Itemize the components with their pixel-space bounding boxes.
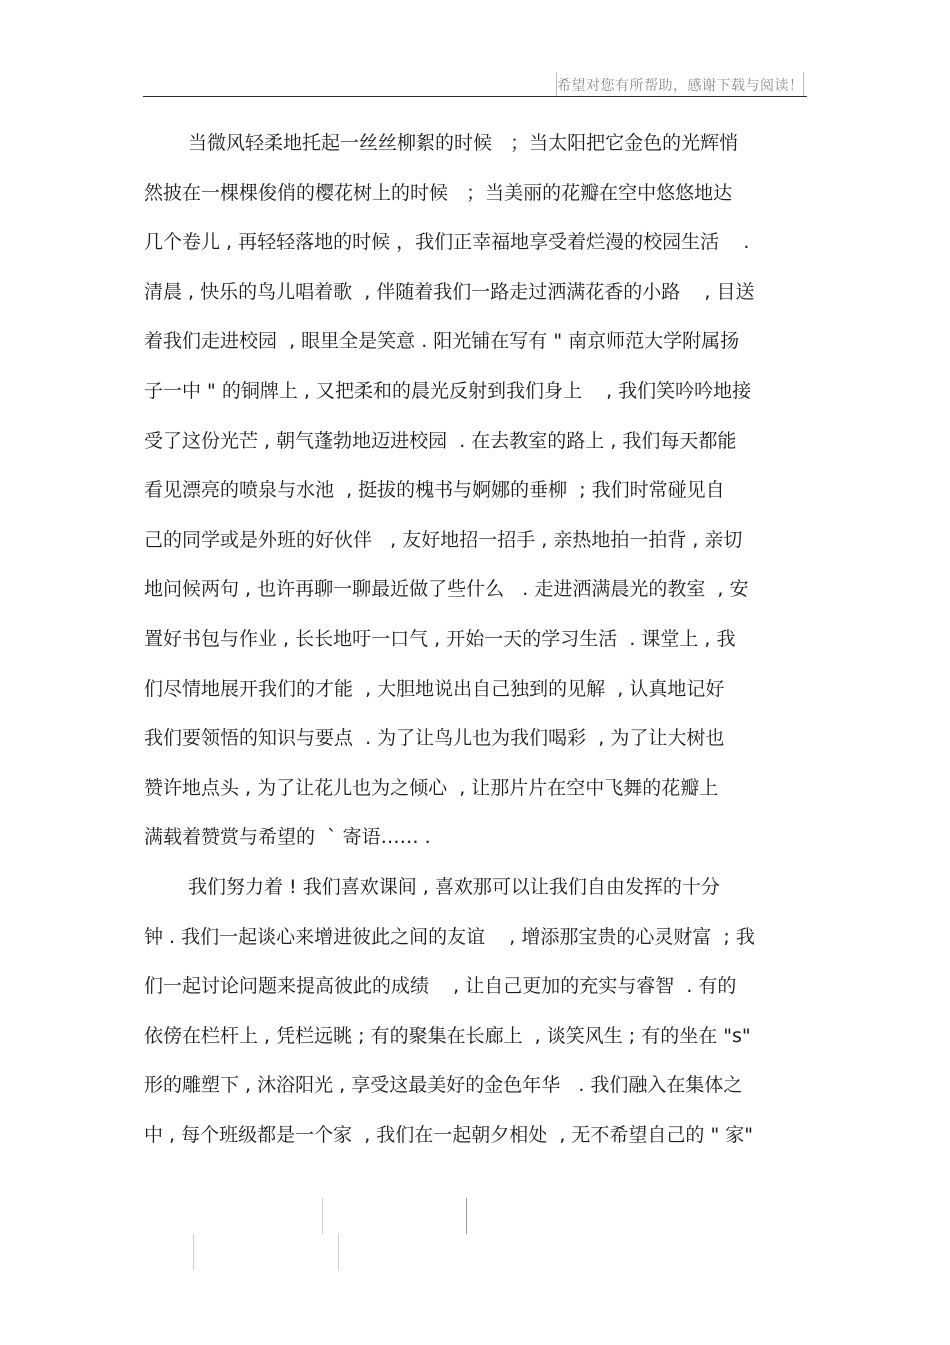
text-line: 中 , 每个班级都是一个家 , 我们在一起朝夕相处 , 无不希望自己的 " 家" <box>144 1123 753 1146</box>
text-line: 依傍在栏杆上 , 凭栏远眺 ; 有的聚集在长廊上 , 谈笑风生 ; 有的坐在 "s" <box>144 1024 751 1047</box>
text-line: 几个卷儿 , 再轻轻落地的时候 ，我们正幸福地享受着烂漫的校园生活 . <box>144 231 750 254</box>
text-line: 们一起讨论问题来提高彼此的成绩 , 让自己更加的充实与睿智 . 有的 <box>144 975 737 998</box>
text-line: 我们努力着 ! 我们喜欢课间 , 喜欢那可以让我们自由发挥的十分 <box>188 875 720 898</box>
scan-mark <box>322 1198 323 1234</box>
scan-mark <box>466 1198 467 1234</box>
text-line: 然披在一棵棵俊俏的樱花树上的时候 ；当美丽的花瓣在空中悠悠地达 <box>144 181 733 204</box>
text-line: 当微风轻柔地托起一丝丝柳絮的时候 ；当太阳把它金色的光辉悄 <box>188 132 739 154</box>
text-line: 钟 . 我们一起谈心来增进彼此之间的友谊 , 增添那宝贵的心灵财富 ; 我 <box>144 925 755 948</box>
text-line: 看见漂亮的喷泉与水池 , 挺拔的槐书与婀娜的垂柳 ; 我们时常碰见自 <box>144 479 725 502</box>
text-line: 我们要领悟的知识与要点 . 为了让鸟儿也为我们喝彩 , 为了让大树也 <box>144 727 725 750</box>
text-line: 着我们走进校园 , 眼里全是笑意 . 阳光铺在写有 " 南京师范大学附属扬 <box>144 330 740 353</box>
text-line: 子一中 " 的铜牌上 , 又把柔和的晨光反射到我们身上 , 我们笑吟吟地接 <box>144 379 752 402</box>
text-line: 赞许地点头 , 为了让花儿也为之倾心 , 让那片片在空中飞舞的花瓣上 <box>144 776 719 799</box>
text-line: 清晨 , 快乐的鸟儿唱着歌 , 伴随着我们一路走过洒满花香的小路 , 目送 <box>144 280 755 303</box>
header-note-box <box>556 72 804 96</box>
scan-mark <box>193 1234 194 1270</box>
text-line: 置好书包与作业 , 长长地吁一口气 , 开始一天的学习生活 . 课堂上 , 我 <box>144 627 736 650</box>
text-line: 满载着赞赏与希望的 ` 寄语…… . <box>144 826 431 849</box>
scan-mark <box>338 1234 339 1270</box>
header-note: 希望对您有所帮助，感谢下载与阅读！ <box>557 78 804 94</box>
paragraph-1 <box>144 119 810 863</box>
text-line: 己的同学或是外班的好伙伴 , 友好地招一招手 , 亲热地拍一拍背 , 亲切 <box>144 528 743 551</box>
header-rule <box>143 96 807 97</box>
paragraph-2 <box>144 863 810 1161</box>
document-body <box>144 119 810 1160</box>
text-line: 形的雕塑下 , 沐浴阳光 , 享受这最美好的金色年华 . 我们融入在集体之 <box>144 1074 743 1097</box>
text-line: 们尽情地展开我们的才能 , 大胆地说出自己独到的见解 , 认真地记好 <box>144 677 725 700</box>
text-line: 地问候两句 , 也许再聊一聊最近做了些什么 . 走进洒满晨光的教室 , 安 <box>144 578 749 601</box>
text-line: 受了这份光芒 , 朝气蓬勃地迈进校园 . 在去教室的路上 , 我们每天都能 <box>144 429 737 452</box>
